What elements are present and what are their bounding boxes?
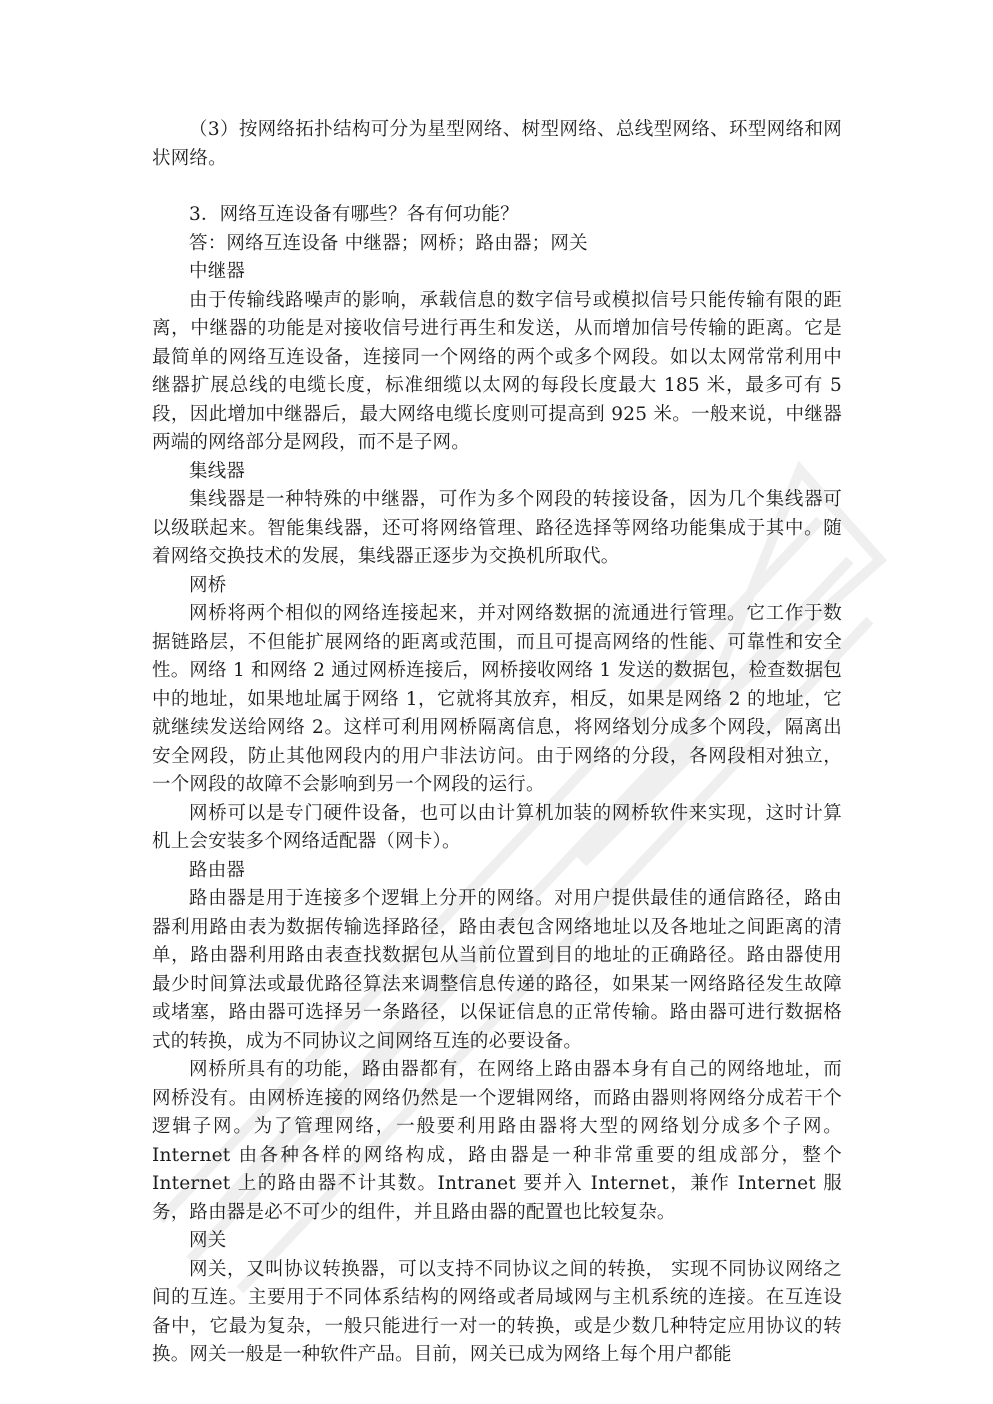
question-heading: 3．网络互连设备有哪些？各有何功能？ <box>189 204 519 225</box>
document-body <box>152 116 842 1370</box>
section-title-gateway: 网关 <box>189 1230 227 1251</box>
repeater-paragraph: 由于传输线路噪声的影响，承载信息的数字信号或模拟信号只能传输有限的距离，中继器的功能是对接收信号进行再生和发送，从而增加信号传输的距离。它是最简单的网络互连设备，连接同一个网络的两个或多个网段。如以太网常常利用中继器扩展总线的电缆长度，标准细缆以太网的每段长度最大 185 米，最多可有 5 段，因此增加中继器后，最大网络电缆长度则可提高到 925 米。一般来说，中继器两端的网络部分是网段，而不是子网。 <box>152 289 842 453</box>
section-title-bridge: 网桥 <box>189 574 227 596</box>
answer-line: 答：网络互连设备 中继器；网桥；路由器；网关 <box>189 232 588 254</box>
hub-paragraph: 集线器是一种特殊的中继器，可作为多个网段的转接设备，因为几个集线器可以级联起来。智能集线器，还可将网络管理、路径选择等网络功能集成于其中。随着网络交换技术的发展，集线器正逐步为交换机所取代。 <box>152 489 842 567</box>
section-spacer <box>152 173 842 201</box>
router-paragraph-2: 网桥所具有的功能，路由器都有，在网络上路由器本身有自己的网络地址，而网桥没有。由网桥连接的网络仍然是一个逻辑网络，而路由器则将网络分成若干个逻辑子网。为了管理网络，一般要利用路由器将大型的网络划分成多个子网。Internet 由各种各样的网络构成，路由器是一种非常重要的组成部分，整个 Internet 上的路由器不计其数。Intranet 要并入 Internet，兼作 Internet 服务，路由器是必不可少的组件，并且路由器的配置也比较复杂。 <box>152 1059 842 1223</box>
gateway-paragraph: 网关，又叫协议转换器，可以支持不同协议之间的转换， 实现不同协议网络之间的互连。主要用于不同体系结构的网络或者局域网与主机系统的连接。在互连设备中，它最为复杂，一般只能进行一对一的转换，或是少数几种特定应用协议的转换。网关一般是一种软件产品。目前，网关已成为网络上每个用户都能 <box>152 1258 842 1365</box>
router-paragraph-1: 路由器是用于连接多个逻辑上分开的网络。对用户提供最佳的通信路径，路由器利用路由表为数据传输选择路径，路由表包含网络地址以及各地址之间距离的清单，路由器利用路由表查找数据包从当前位置到目的地址的正确路径。路由器使用最少时间算法或最优路径算法来调整信息传递的路径，如果某一网络路径发生故障或堵塞，路由器可选择另一条路径，以保证信息的正常传输。路由器可进行数据格式的转换，成为不同协议之间网络互连的必要设备。 <box>152 888 842 1052</box>
section-title-repeater: 中继器 <box>189 261 246 282</box>
section-title-router: 路由器 <box>189 859 246 881</box>
bridge-paragraph-2: 网桥可以是专门硬件设备，也可以由计算机加装的网桥软件来实现，这时计算机上会安装多个网络适配器（网卡）。 <box>152 802 842 852</box>
intro-paragraph: （3）按网络拓扑结构可分为星型网络、树型网络、总线型网络、环型网络和网状网络。 <box>152 119 842 169</box>
bridge-paragraph-1: 网桥将两个相似的网络连接起来，并对网络数据的流通进行管理。它工作于数据链路层，不但能扩展网络的距离或范围，而且可提高网络的性能、可靠性和安全性。网络 1 和网络 2 通过网桥连接后，网桥接收网络 1 发送的数据包，检查数据包中的地址，如果地址属于网络 1，它就将其放弃，相反，如果是网络 2 的地址，它就继续发送给网络 2。这样可利用网桥隔离信息，将网络划分成多个网段，隔离出安全网段，防止其他网段内的用户非法访问。由于网络的分段，各网段相对独立，一个网段的故障不会影响到另一个网段的运行。 <box>152 603 842 795</box>
section-title-hub: 集线器 <box>189 460 246 482</box>
